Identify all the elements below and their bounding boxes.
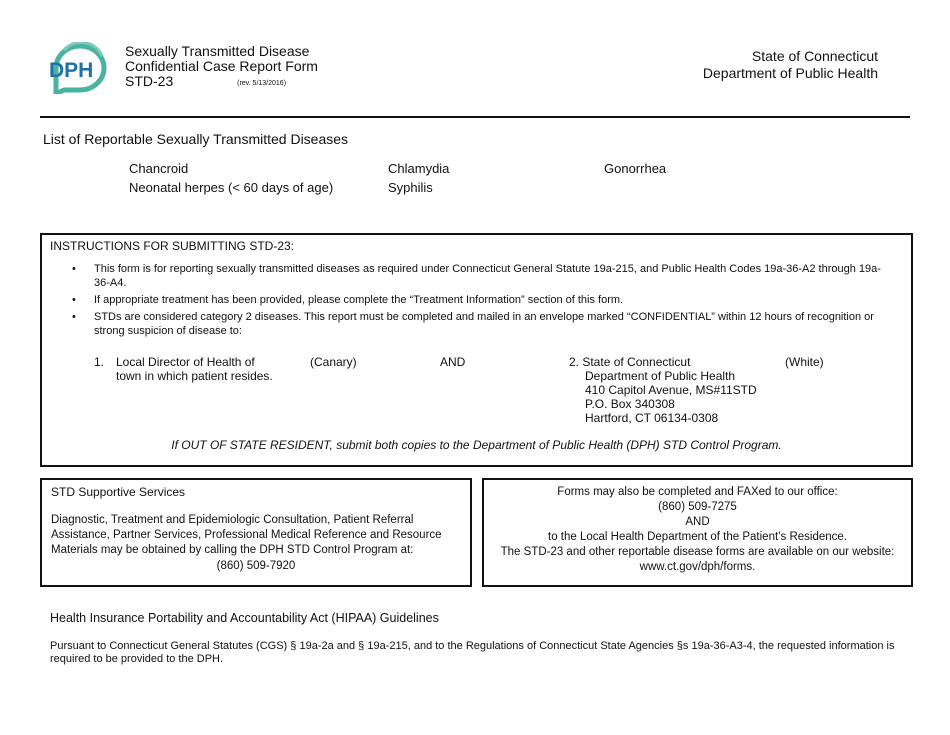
bullet-text: This form is for reporting sexually transmitted diseases as required under Connecticut General Statute 19a-215, and Public Health Codes 19a-36-A2 through 19a-36-A4. bbox=[94, 263, 881, 289]
fax-info-content bbox=[490, 485, 905, 575]
address-line: 2. State of Connecticut bbox=[569, 355, 691, 369]
dph-logo-graphic bbox=[46, 42, 112, 94]
supportive-services-body: Diagnostic, Treatment and Epidemiologic Consultation, Patient Referral Assistance, Partner Services, Professional Medical Reference and Resource Materials may be obtained by calling the DPH STD Control Program at: bbox=[51, 514, 442, 556]
form-title-block bbox=[125, 44, 318, 92]
bullet-icon: • bbox=[72, 294, 76, 306]
agency-block bbox=[703, 48, 878, 82]
address-line: Department of Public Health bbox=[585, 369, 736, 383]
address-line: Hartford, CT 06134-0308 bbox=[585, 411, 719, 425]
agency-department: Department of Public Health bbox=[702, 65, 878, 81]
bullet-text: STDs are considered category 2 diseases. This report must be completed and mailed in an envelope marked “CONFIDENTIAL” within 12 hours of recognition or strong suspicion of disease to: bbox=[94, 311, 874, 337]
supportive-services-box bbox=[40, 478, 472, 587]
hipaa-title: Health Insurance Portability and Accountability Act (HIPAA) Guidelines bbox=[50, 611, 439, 625]
out-of-state-note: If OUT OF STATE RESIDENT, submit both copies to the Department of Public Health (DPH) STD Control Program. bbox=[171, 438, 782, 452]
bullet-text: If appropriate treatment has been provided, please complete the “Treatment Information” section of this form. bbox=[94, 294, 624, 306]
recipient-2-copy-color: (White) bbox=[785, 355, 824, 369]
recipient-1-address bbox=[116, 355, 273, 383]
fax-phone: (860) 509-7275 bbox=[658, 501, 737, 513]
fax-info-box bbox=[482, 478, 913, 587]
list-item bbox=[72, 310, 892, 338]
address-line: Local Director of Health of bbox=[116, 355, 255, 369]
disease-list-title: List of Reportable Sexually Transmitted Diseases bbox=[43, 131, 349, 147]
revision-date: (rev. 5/13/2016) bbox=[237, 80, 287, 87]
disease-item: Syphilis bbox=[388, 180, 433, 195]
dph-logo bbox=[46, 42, 112, 94]
form-title-line: Sexually Transmitted Disease bbox=[125, 43, 310, 59]
instructions-list bbox=[72, 262, 892, 341]
bullet-icon: • bbox=[72, 311, 76, 323]
list-item bbox=[72, 262, 892, 290]
address-line: 410 Capitol Avenue, MS#11STD bbox=[585, 383, 757, 397]
list-item bbox=[72, 293, 892, 307]
disease-item: Chancroid bbox=[129, 161, 189, 176]
fax-line: Forms may also be completed and FAXed to our office: bbox=[557, 486, 838, 498]
fax-line: The STD-23 and other reportable disease forms are available on our website: www.ct.gov/dph/forms. bbox=[500, 546, 895, 573]
recipient-1-number: 1. bbox=[94, 355, 105, 369]
form-title-line: Confidential Case Report Form bbox=[125, 58, 318, 74]
recipient-2-address bbox=[569, 355, 757, 425]
bullet-icon: • bbox=[72, 263, 76, 275]
fax-and-label: AND bbox=[685, 516, 710, 528]
form-code: STD-23 bbox=[125, 73, 174, 89]
address-line: town in which patient resides. bbox=[116, 369, 273, 383]
hipaa-body: Pursuant to Connecticut General Statutes (CGS) § 19a-2a and § 19a-215, and to the Regulations of Connecticut State Agencies §s 19a-36-A3-4, the requested information is required to be provided to the DPH. bbox=[50, 640, 895, 665]
fax-line: to the Local Health Department of the Patient’s Residence. bbox=[548, 531, 847, 543]
and-label: AND bbox=[440, 355, 466, 369]
logo-text: DPH bbox=[49, 59, 94, 82]
address-line: P.O. Box 340308 bbox=[585, 397, 675, 411]
disease-item: Gonorrhea bbox=[604, 161, 667, 176]
instructions-heading: INSTRUCTIONS FOR SUBMITTING STD-23: bbox=[50, 239, 295, 253]
form-code-line bbox=[125, 74, 318, 92]
supportive-services-title: STD Supportive Services bbox=[51, 485, 186, 499]
recipient-1-copy-color: (Canary) bbox=[310, 355, 357, 369]
disease-item: Neonatal herpes (< 60 days of age) bbox=[129, 180, 334, 195]
disease-item: Chlamydia bbox=[388, 161, 450, 176]
supportive-services-phone: (860) 509-7920 bbox=[216, 560, 296, 572]
header-divider bbox=[40, 116, 910, 118]
agency-state: State of Connecticut bbox=[751, 48, 878, 64]
